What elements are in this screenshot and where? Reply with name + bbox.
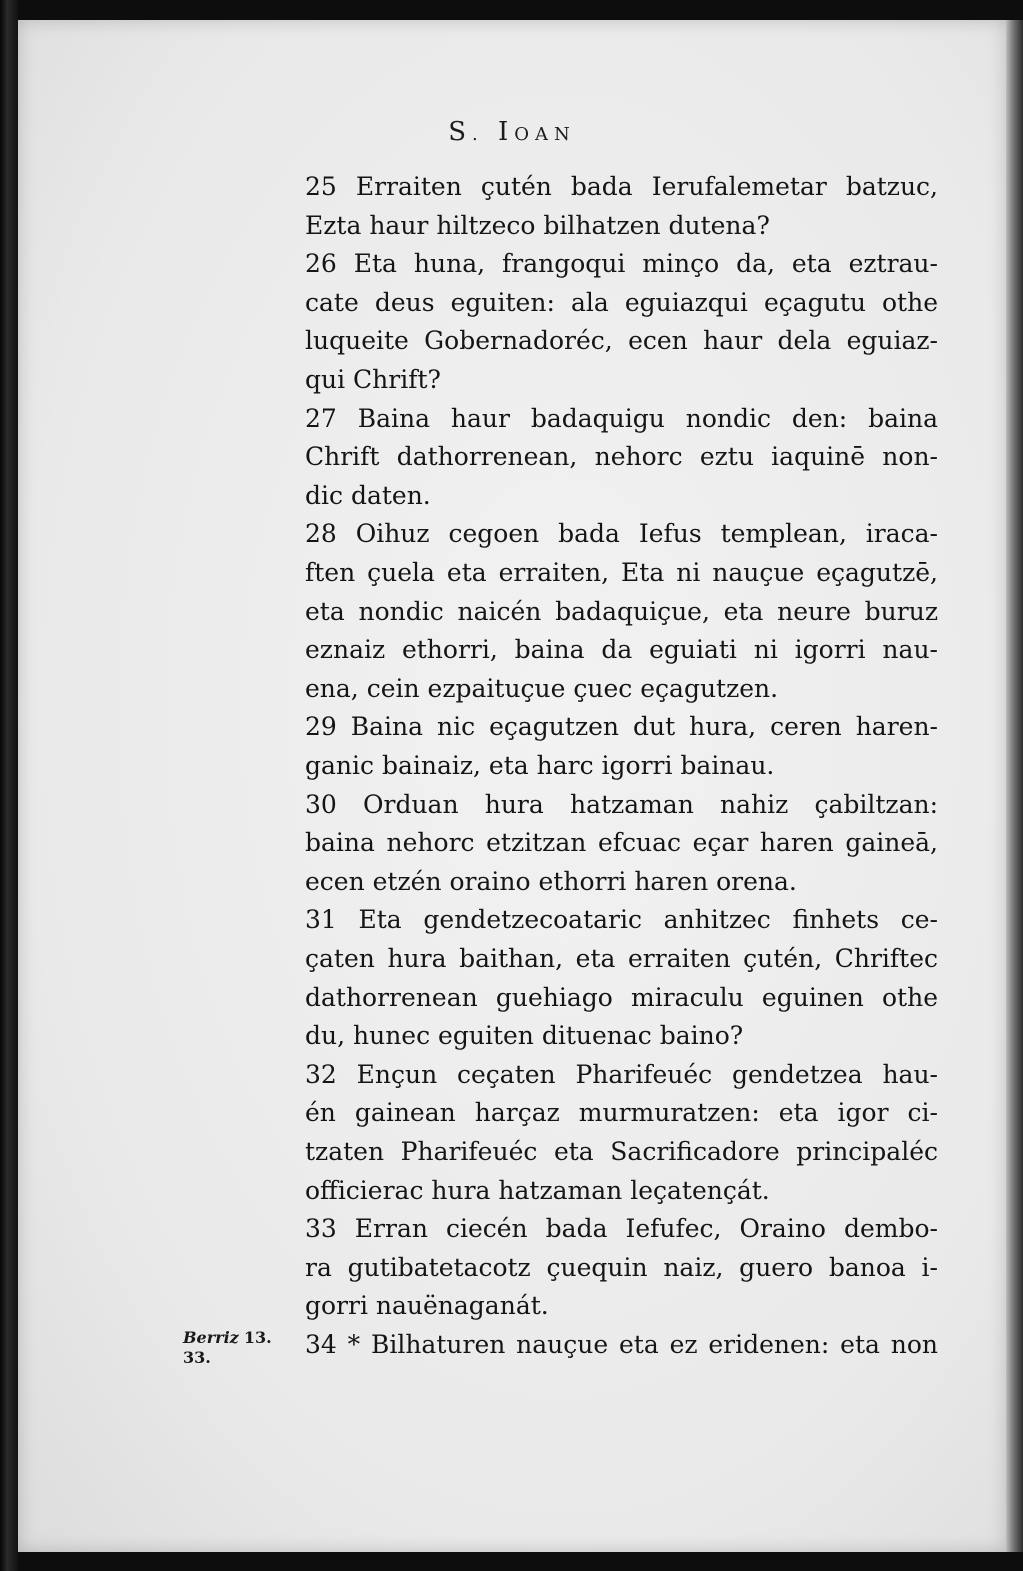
text-line: eta nondic naicén badaquiçue, eta neure buruz [305,596,938,626]
text-line: dathorrenean guehiago miraculu eguinen othe [305,982,938,1012]
margin-ref-chapter: 13. [243,1328,272,1347]
text-line: Ezta haur hiltzeco bilhatzen dutena? [305,210,770,240]
text-line: ra gutibatetacotz çuequin naiz, guero banoa i- [305,1252,938,1282]
margin-ref-verse: 33. [183,1348,211,1367]
text-line: 29 Baina nic eçagutzen dut hura, ceren haren- [305,712,938,742]
text-line: 25 Erraiten çutén bada Ierufalemetar batzuc, [305,172,938,201]
text-line: 33 Erran ciecén bada Iefufec, Oraino dembo- [305,1214,938,1244]
text-line: çaten hura baithan, eta erraiten çutén, Chriftec [305,944,938,973]
text-line: gorri nauënaganát. [305,1291,549,1321]
text-line: dic daten. [305,480,431,510]
book-page [18,20,1006,1552]
text-line: officierac hura hatzaman leçatençát. [305,1175,770,1205]
text-line: 31 Eta gendetzecoataric anhitzec finhets ce- [305,905,938,935]
text-line: ena, cein ezpaituçue çuec eçagutzen. [305,673,779,703]
text-line: ecen etzén oraino ethorri haren orena. [305,866,797,896]
margin-ref-book: Berriz [183,1328,239,1347]
text-line: luqueite Gobernadoréc, ecen haur dela eguiaz- [305,326,938,356]
text-line: Chrift dathorrenean, nehorc eztu iaquinē non- [305,442,938,472]
text-line: ften çuela eta erraiten, Eta ni nauçue eçagutzē, [305,558,938,587]
text-line: 30 Orduan hura hatzaman nahiz çabiltzan: [305,789,938,819]
text-line: tzaten Pharifeuéc eta Sacrificadore principaléc [305,1137,938,1166]
page-edge-right [1006,20,1023,1552]
text-line: ganic bainaiz, eta harc igorri bainau. [305,751,775,780]
text-line: eznaiz ethorri, baina da eguiati ni igorri nau- [305,635,938,665]
running-header: S. IOAN [448,117,576,147]
text-line: du, hunec eguiten dituenac baino? [305,1021,744,1051]
margin-cross-reference [183,1328,272,1368]
text-line: baina nehorc etzitzan efcuac eçar haren gaineā, [305,828,938,858]
text-line: 32 Ençun ceçaten Pharifeuéc gendetzea hau- [305,1059,938,1089]
text-line: 28 Oihuz cegoen bada Iefus templean, iraca- [305,519,938,549]
book-spine-edge [0,0,18,1571]
text-line: 34 * Bilhaturen nauçue eta ez eridenen: eta non [305,1330,938,1359]
text-line: 27 Baina haur badaquigu nondic den: baina [305,403,938,433]
text-line: én gainean harçaz murmuratzen: eta igor ci- [305,1098,938,1128]
text-line: qui Chrift? [305,365,441,394]
text-line: cate deus eguiten: ala eguiazqui eçagutu othe [305,287,938,317]
text-line: 26 Eta huna, frangoqui minço da, eta eztrau- [305,249,938,279]
